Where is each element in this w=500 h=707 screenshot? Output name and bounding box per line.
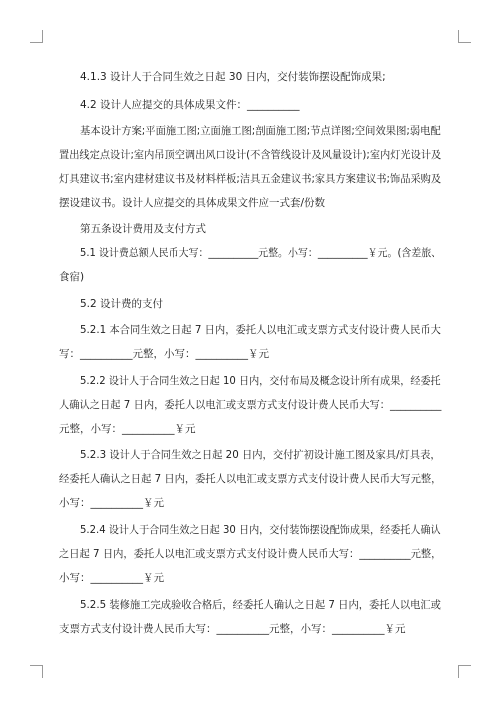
clause-5-2-2-line-3: 元整，小写：__________￥元 bbox=[59, 423, 196, 435]
clause-5-2-5-line-1: 5.2.5 装修施工完成验收合格后，经委托人确认之日起 7 日内，委托人以电汇或 bbox=[80, 599, 441, 611]
deliverables-line-3: 灯具建议书;室内建材建议书及材料样板;洁具五金建议书;家具方案建议书;饰品采购及 bbox=[59, 173, 442, 185]
clause-4-1-3: 4.1.3 设计人于合同生效之日起 30 日内，交付装饰摆设配饰成果; bbox=[80, 71, 386, 83]
deliverables-line-1: 基本设计方案;平面施工图;立面施工图;剖面施工图;节点详图;空间效果图;弱电配 bbox=[80, 125, 441, 137]
clause-5-1-line-1: 5.1 设计费总额人民币大写：__________元整。小写：__________￥元。(含差旅、 bbox=[80, 247, 442, 259]
clause-5-2-1-line-1: 5.2.1 本合同生效之日起 7 日内，委托人以电汇或支票方式支付设计费人民币大 bbox=[80, 324, 441, 336]
clause-5-2: 5.2 设计费的支付 bbox=[80, 298, 164, 310]
clause-5-2-4-line-1: 5.2.4 设计人于合同生效之日起 30 日内，交付装饰摆设配饰成果，经委托人确认 bbox=[80, 524, 441, 536]
clause-5-2-5-line-2: 支票方式支付设计费人民币大写：__________元整，小写：__________￥元 bbox=[59, 623, 406, 635]
clause-5-2-3-line-2: 经委托人确认之日起 7 日内，委托人以电汇或支票方式支付设计费人民币大写元整， bbox=[59, 473, 442, 485]
clause-5-2-4-line-3: 小写：__________￥元 bbox=[59, 572, 164, 584]
clause-5-2-1-line-2: 写：__________元整，小写：__________￥元 bbox=[59, 348, 269, 360]
deliverables-line-2: 置出线定点设计;室内吊顶空调出风口设计(不含管线设计及风量设计);室内灯光设计及 bbox=[59, 149, 442, 161]
deliverables-line-4: 摆设建议书。设计人应提交的具体成果文件应一式套/份数 bbox=[59, 197, 326, 209]
article-5-heading: 第五条设计费用及支付方式 bbox=[80, 223, 206, 235]
clause-5-2-4-line-2: 之日起 7 日内，委托人以电汇或支票方式支付设计费人民币大写：__________元整， bbox=[59, 548, 442, 560]
clause-5-2-2-line-1: 5.2.2 设计人于合同生效之日起 10 日内，交付布局及概念设计所有成果，经委托 bbox=[80, 375, 441, 387]
clause-4-2: 4.2 设计人应提交的具体成果文件：__________ bbox=[80, 99, 300, 111]
clause-5-2-3-line-1: 5.2.3 设计人于合同生效之日起 20 日内，交付扩初设计施工图及家具/灯具表， bbox=[80, 449, 441, 461]
clause-5-1-line-2: 食宿) bbox=[59, 271, 85, 283]
clause-5-2-2-line-2: 人确认之日起 7 日内，委托人以电汇或支票方式支付设计费人民币大写：__________ bbox=[59, 399, 442, 411]
clause-5-2-3-line-3: 小写：__________￥元 bbox=[59, 497, 164, 509]
